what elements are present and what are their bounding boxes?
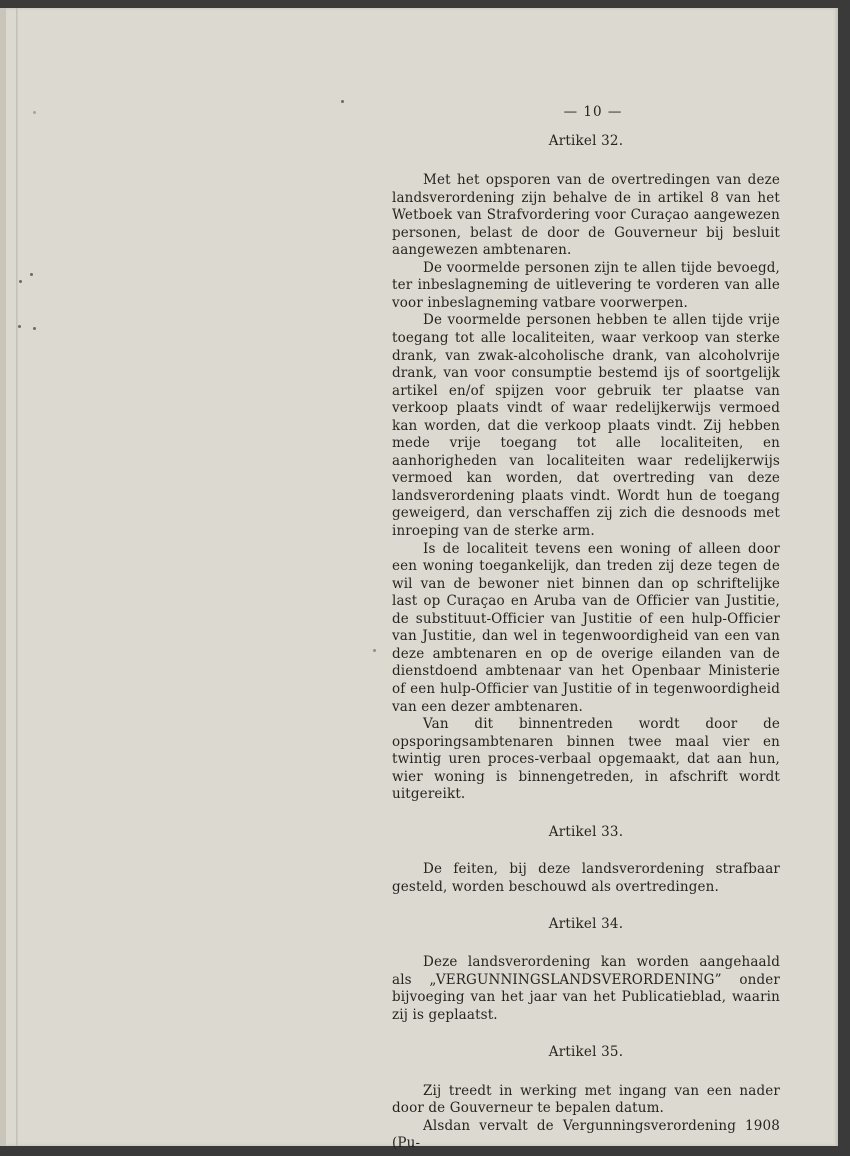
article-paragraph: Zij treedt in werking met ingang van een nader door de Gouverneur te bepalen datum. (392, 1082, 780, 1117)
article-paragraph: De voormelde personen zijn te allen tijde bevoegd, ter inbeslagneming de uitlevering te vorderen van alle voor inbeslagneming vatbare voorwerpen. (392, 259, 780, 311)
page-number: — 10 — (563, 104, 623, 120)
article-paragraph: De feiten, bij deze landsverordening strafbaar gesteld, worden beschouwd als overtredingen. (392, 861, 780, 895)
article-paragraph: Alsdan vervalt de Vergunningsverordening 1908 (Pu- (392, 1117, 780, 1152)
page-left-edge (0, 8, 6, 1146)
punch-mark (19, 280, 22, 283)
article-heading: Artikel 34. (548, 916, 624, 933)
article-heading: Artikel 33. (548, 823, 624, 840)
article-paragraph: Deze landsverordening kan worden aangehaald als „VERGUNNINGSLANDSVERORDENING” onder bijvoeging van het jaar van het Publicatieblad, waarin zij is geplaatst. (392, 953, 780, 1023)
ink-speck (341, 100, 344, 103)
binding-fold-line (16, 8, 18, 1146)
ink-speck (33, 111, 36, 114)
punch-mark (18, 325, 21, 328)
ink-speck (373, 649, 376, 652)
page-content (392, 104, 780, 1153)
article-paragraph: De voormelde personen hebben te allen tijde vrije toegang tot alle localiteiten, waar verkoop van sterke drank, van zwak-alcoholische drank, van alcoholvrije drank, van voor consumptie bestemd ijs of soortgelijk artikel en/of spijzen voor gebruik ter plaatse van verkoop plaats vindt of waar redelijkerwijs vermoed kan worden, dat die verkoop plaats vindt. Zij hebben mede vrije toegang tot alle localiteiten, en aanhorigheden van localiteiten waar redelijkerwijs vermoed kan worden, dat overtreding van deze landsverordening plaats vindt. Wordt hun de toegang geweigerd, dan verschaffen zij zich die desnoods met inroeping van de sterke arm. (392, 312, 780, 540)
article-paragraph: Met het opsporen van de overtredingen van deze landsverordening zijn behalve de in artikel 8 van het Wetboek van Strafvordering voor Curaçao aangewezen personen, belast de door de Gouverneur bij besluit aangewezen ambtenaren. (392, 172, 780, 259)
article-34 (392, 916, 780, 1024)
article-heading: Artikel 32. (548, 132, 624, 149)
article-32 (392, 133, 780, 804)
punch-mark (33, 327, 36, 330)
article-heading: Artikel 35. (548, 1044, 624, 1061)
article-paragraph: Is de localiteit tevens een woning of alleen door een woning toegankelijk, dan treden zij deze tegen de wil van de bewoner niet binnen dan op schriftelijke last op Curaçao en Aruba van de Officier van Justitie, de substituut-Officier van Justitie of een hulp-Officier van Justitie, dan wel in tegenwoordigheid van een van deze ambtenaren en op de overige eilanden van de dienstdoend ambtenaar van het Openbaar Ministerie of een hulp-Officier van Justitie of in tegenwoordigheid van een dezer ambtenaren. (392, 540, 780, 715)
punch-mark (30, 273, 33, 276)
article-paragraph: Van dit binnentreden wordt door de opsporingsambtenaren binnen twee maal vier en twintig uren proces-verbaal opgemaakt, dat aan hun, wier woning is binnengetreden, in afschrift wordt uitgereikt. (392, 716, 780, 803)
article-35 (392, 1044, 780, 1153)
document-page (0, 8, 838, 1152)
article-33 (392, 824, 780, 897)
